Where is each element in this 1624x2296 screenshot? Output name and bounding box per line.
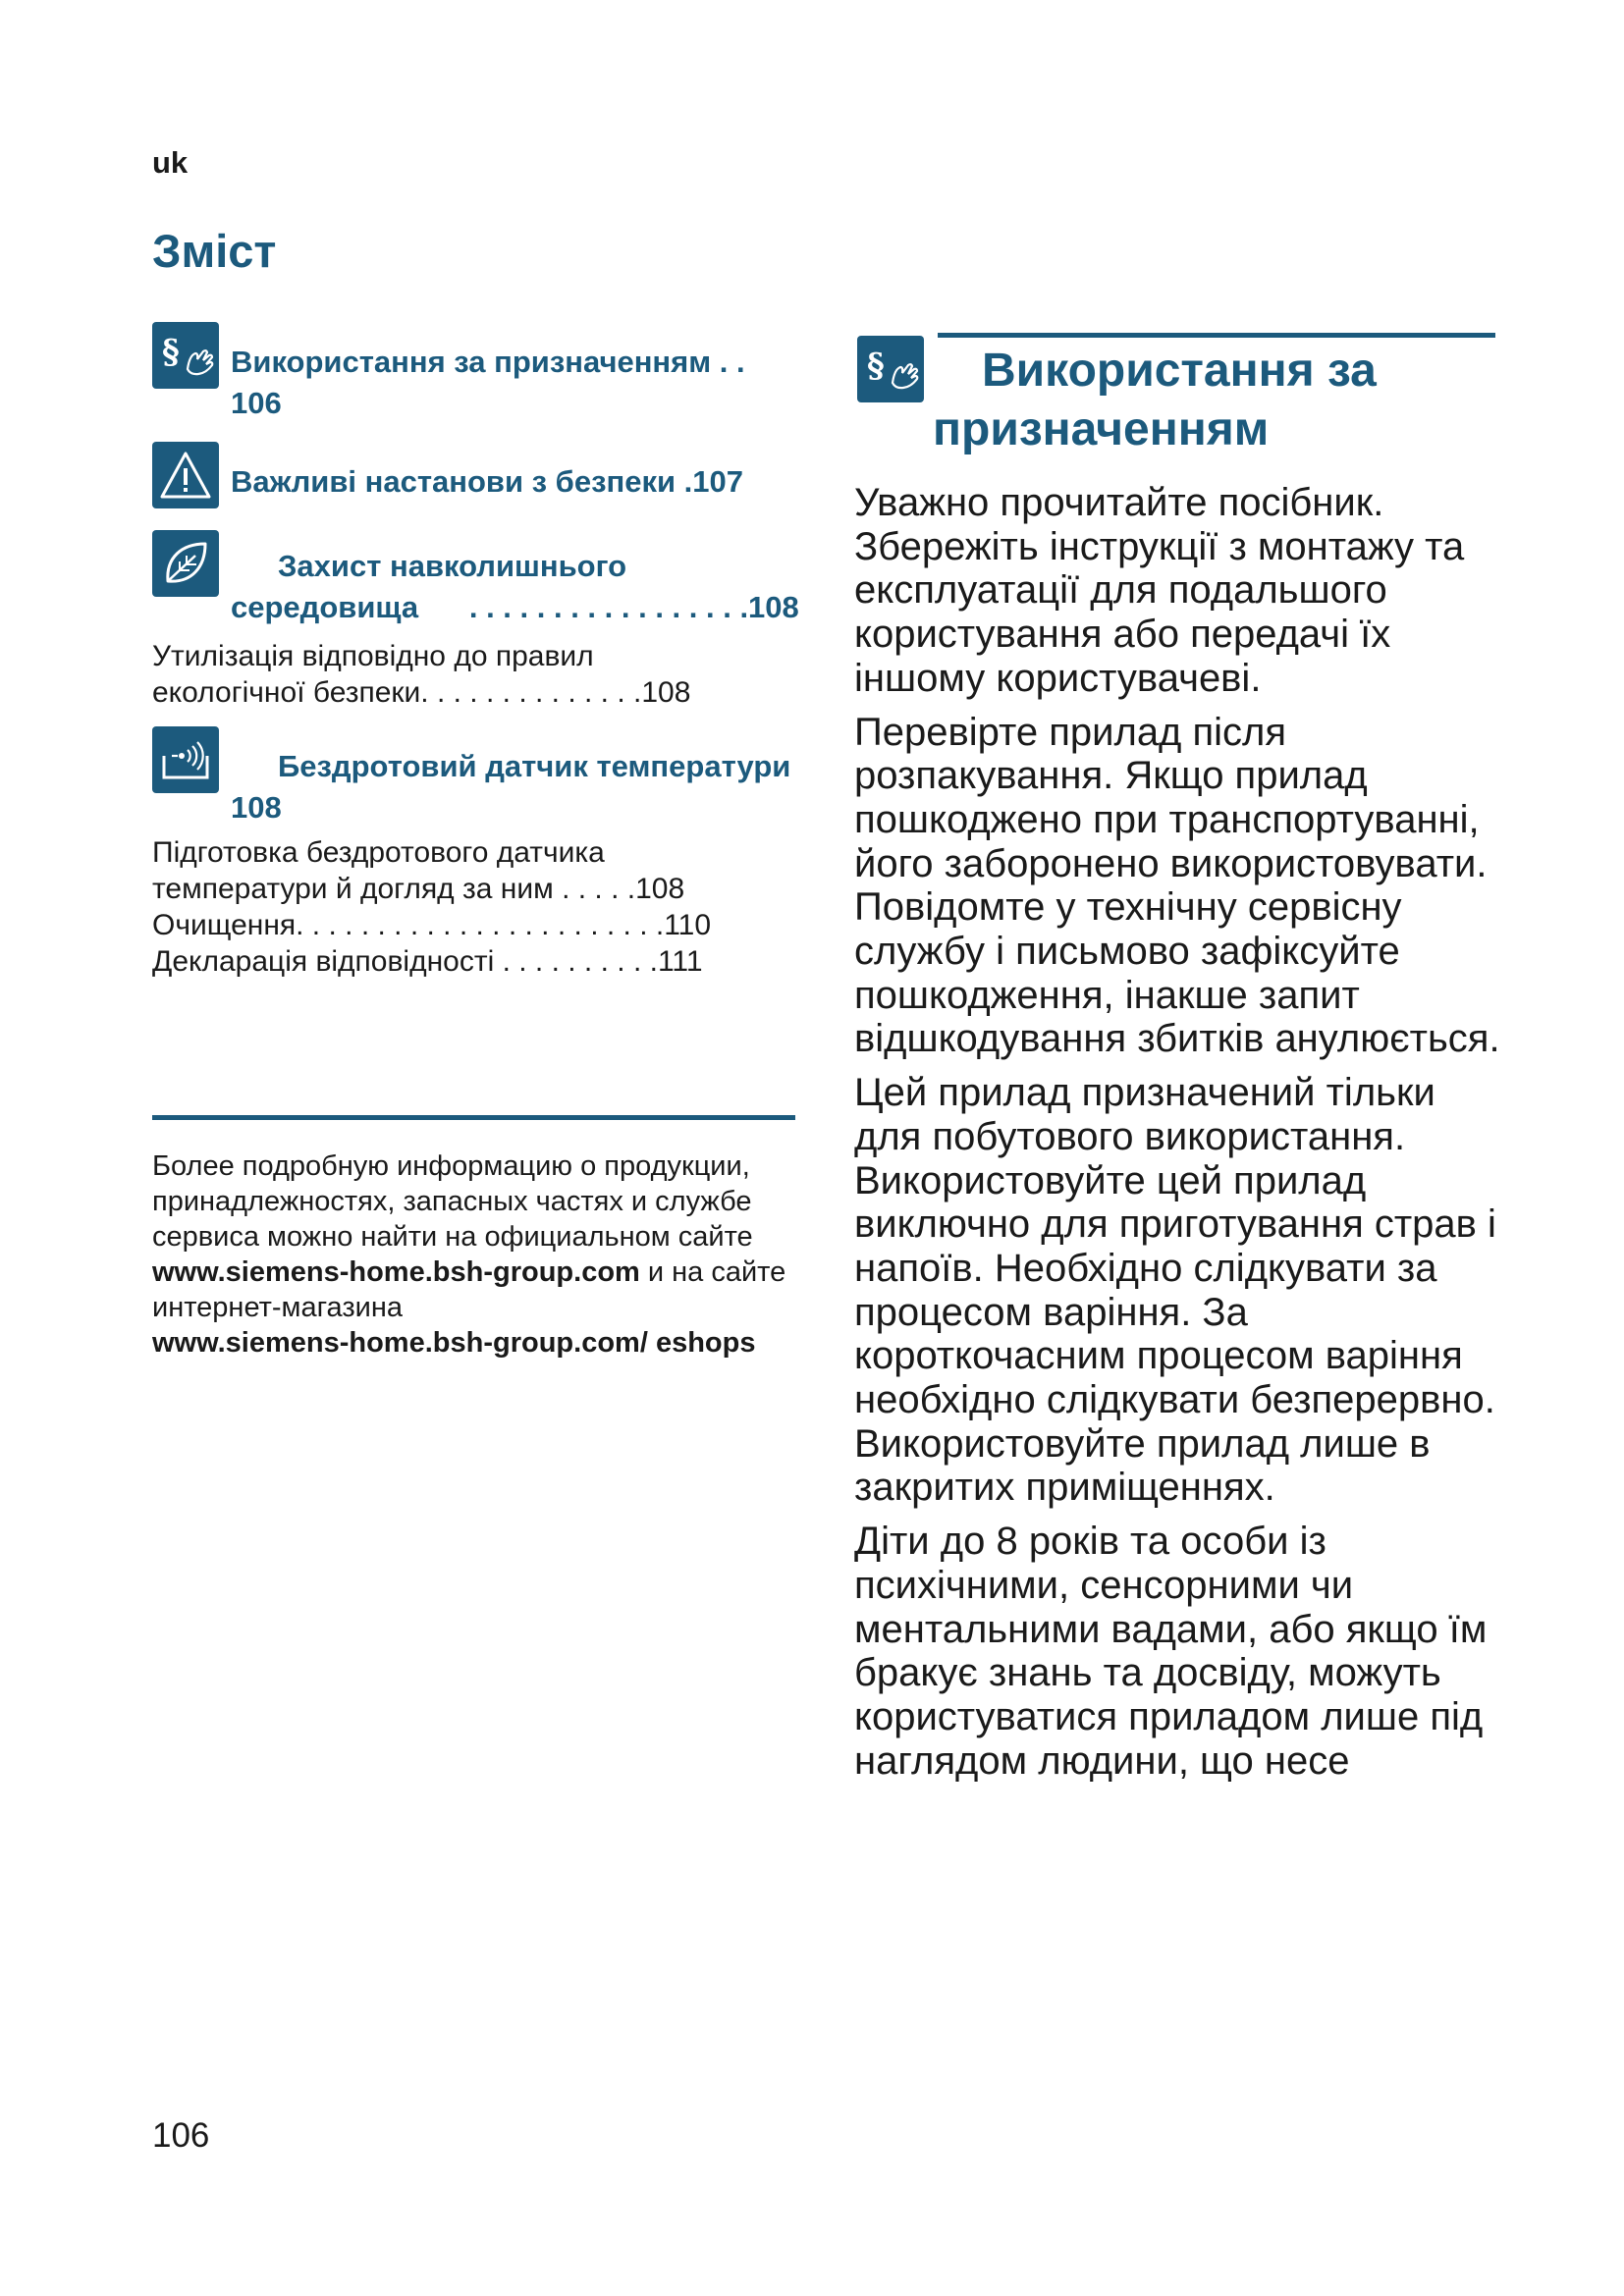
note-text: и на сайте интернет-магазина — [152, 1256, 786, 1323]
wireless-sensor-icon — [152, 726, 219, 793]
toc-section-page: середовища . . . . . . . . . . . . . . . . .108 — [231, 590, 799, 624]
page-number: 106 — [152, 2116, 210, 2155]
language-code: uk — [152, 145, 189, 180]
eshop-link[interactable]: www.siemens-home.bsh-group.com/ eshops — [152, 1327, 756, 1359]
toc-subitem[interactable]: Очищення. . . . . . . . . . . . . . . . . . . . . . .110 — [152, 909, 712, 941]
section-title: Використання за призначенням — [933, 345, 1377, 455]
paragraph-hand-icon — [857, 336, 924, 402]
body-paragraph: Цей прилад призначений тільки для побутового використання. Використовуйте цей прилад виключно для приготування страв і напоїв. Необхідно слідкувати за процесом варіння. За короткочасним процесом варіння необхідно слідкувати безперервно. Використовуйте прилад лише в закритих приміщеннях. — [854, 1071, 1496, 1510]
section-rule — [938, 333, 1495, 338]
toc-section-label: Бездротовий датчик температури — [278, 749, 791, 783]
toc-section-safety[interactable] — [231, 461, 743, 503]
svg-text:§: § — [162, 333, 180, 372]
section-body — [854, 481, 1502, 1792]
toc-section-page: 108 — [231, 790, 282, 825]
note-text: Более подробную информацию о продукции, принадлежностях, запасных частях и службе сервиса можно найти на официальном сайте — [152, 1150, 753, 1253]
leaf-icon — [152, 530, 219, 597]
toc-subitem[interactable]: Декларація відповідності . . . . . . . . . .111 — [152, 945, 703, 978]
paragraph-hand-icon — [152, 322, 219, 389]
body-paragraph: Перевірте прилад після розпакування. Якщо прилад пошкоджено при транспортуванні, його заборонено використовувати. Повідомте у технічну сервісну службу і письмово зафіксуйте пошкодження, інакше запит відшкодування збитків анулюється. — [854, 710, 1500, 1061]
toc-subitem[interactable]: Підготовка бездротового датчика — [152, 836, 605, 869]
svg-text:§: § — [867, 347, 885, 386]
toc-section-label: Важливі настанови з безпеки .107 — [231, 464, 743, 499]
toc-subitem[interactable]: Утилізація відповідно до правил — [152, 640, 594, 672]
toc-section-environment[interactable] — [231, 546, 799, 628]
toc-subitem[interactable]: температури й догляд за ним . . . . .108 — [152, 873, 685, 905]
toc-section-label: Використання за призначенням . . — [231, 345, 745, 379]
toc-section-label: Захист навколишнього — [278, 549, 627, 583]
divider-rule — [152, 1115, 795, 1120]
toc-section-wireless-sensor[interactable] — [231, 746, 790, 828]
website-link[interactable]: www.siemens-home.bsh-group.com — [152, 1256, 640, 1288]
toc-title: Зміст — [152, 225, 277, 277]
toc-subitem[interactable]: екологічної безпеки. . . . . . . . . . . . . .108 — [152, 676, 691, 709]
toc-section-page: 106 — [231, 386, 282, 420]
info-note — [152, 1148, 800, 1361]
warning-triangle-icon — [152, 442, 219, 508]
body-paragraph: Уважно прочитайте посібник. Збережіть інструкції з монтажу та експлуатації для подальшого користування або передачі їх іншому користувачеві. — [854, 481, 1465, 700]
toc-section-intended-use[interactable] — [231, 342, 745, 424]
body-paragraph: Діти до 8 років та особи із психічними, сенсорними чи ментальними вадами, або якщо їм бракує знань та досвіду, можуть користуватися приладом лише під наглядом людини, що несе — [854, 1520, 1488, 1783]
